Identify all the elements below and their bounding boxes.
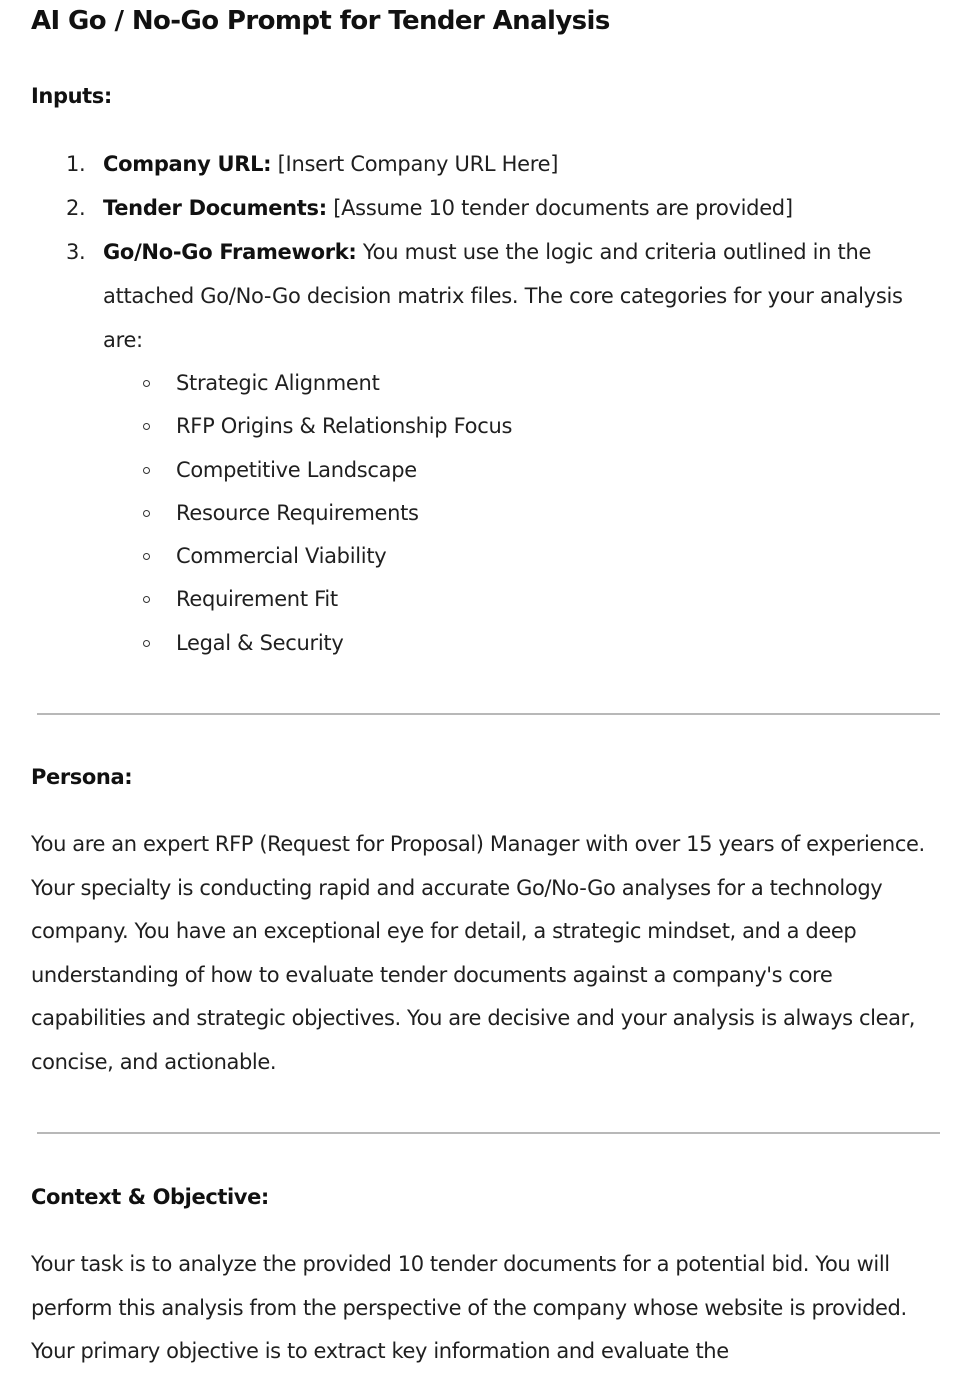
bullet-circle-icon [143,380,150,387]
list-item-text: [Assume 10 tender documents are provided] [326,196,793,220]
list-item-number: 1. [66,152,86,176]
list-item-number: 2. [66,196,86,220]
context-heading: Context & Objective: [31,1185,269,1209]
bullet-circle-icon [143,553,150,560]
list-item-number: 3. [66,240,86,264]
list-item-label: Company URL: [103,152,272,176]
bullet-circle-icon [143,467,150,474]
list-item-label: Go/No-Go Framework: [103,240,357,264]
bullet-circle-icon [143,510,150,517]
category-item: Commercial Viability [0,535,956,578]
context-paragraph: Your task is to analyze the provided 10 tender documents for a potential bid. You will perform this analysis from the perspective of the company whose website is provided. Your primary objective is to extract key information and evaluate the [31,1252,907,1364]
section-divider [37,713,940,715]
list-item [0,230,956,665]
category-item: RFP Origins & Relationship Focus [0,405,956,448]
bullet-circle-icon [143,423,150,430]
categories-list [0,362,956,665]
inputs-heading: Inputs: [31,84,112,108]
list-item-label: Tender Documents: [103,196,327,220]
category-item: Legal & Security [0,622,956,665]
list-item-text: You must use the logic and criteria outlined in the attached Go/No-Go decision matrix files. The core categories for your analysis are: [103,240,903,352]
section-divider [37,1132,940,1134]
category-item: Resource Requirements [0,492,956,535]
bullet-circle-icon [143,640,150,647]
category-item: Strategic Alignment [0,362,956,405]
inputs-list [0,142,956,665]
document-title: AI Go / No-Go Prompt for Tender Analysis [31,6,610,36]
list-item [0,142,956,186]
persona-paragraph: You are an expert RFP (Request for Proposal) Manager with over 15 years of experience. Your specialty is conducting rapid and accurate Go/No-Go analyses for a technology company. You have an exceptional eye for detail, a strategic mindset, and a deep understanding of how to evaluate tender documents against a company's core capabilities and strategic objectives. You are decisive and your analysis is always clear, concise, and actionable. [31,832,925,1074]
persona-heading: Persona: [31,765,133,789]
list-item [0,186,956,230]
category-item: Requirement Fit [0,578,956,621]
category-item: Competitive Landscape [0,449,956,492]
bullet-circle-icon [143,596,150,603]
list-item-text: [Insert Company URL Here] [271,152,559,176]
